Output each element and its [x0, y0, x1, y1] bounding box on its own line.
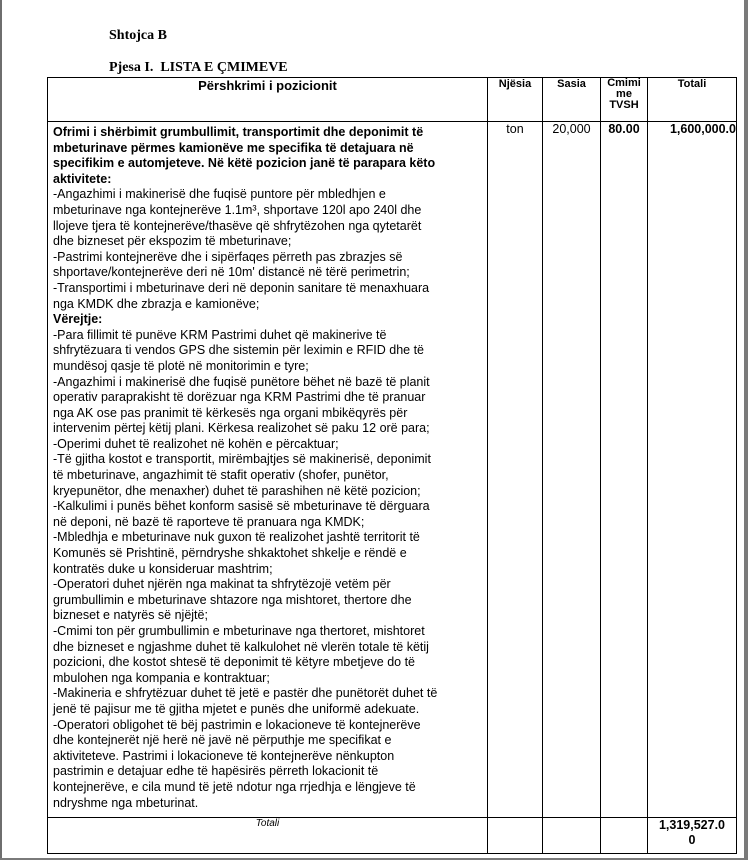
remarks-heading: Vërejtje: — [53, 312, 103, 327]
remark-line: grumbullimin e mbeturinave shtazore nga mishtoret, thertore dhe — [53, 592, 412, 607]
header-description: Përshkrimi i pozicionit — [48, 78, 488, 122]
remark-line: pastrimin e detajuar edhe të hapësirës përreth lokacionit të — [53, 764, 379, 779]
remark-line: mundësoj qasje të plotë në monitorimin e tyre; — [53, 358, 309, 373]
activity-line: -Transportimi i mbeturinave deri në deponin sanitare të menaxhuara — [53, 280, 430, 295]
remark-line: jenë të pajisur me të gjitha mjetet e punës dhe uniformë adekuate. — [53, 701, 420, 716]
remark-line: operativ paraprakisht të dorëzuar nga KRM Pastrimi dhe të pranuar — [53, 390, 426, 405]
price-list-table — [47, 77, 737, 854]
activity-line: shportave/kontejnerëve deri në 10m' distancë në tërë perimetrin; — [53, 265, 410, 280]
price-cell: 80.00 — [601, 122, 648, 818]
activity-line: llojeve tjera të kontejnerëve/thasëve që shfrytëzohen nga qytetarët — [53, 218, 422, 233]
activity-line: -Angazhimi i makinerisë dhe fuqisë puntore për mbledhjen e — [53, 187, 386, 202]
table-row — [48, 122, 737, 818]
remark-line: në deponi, në bazë të raporteve të pranuara nga KMDK; — [53, 514, 365, 529]
quantity-cell: 20,000 — [543, 122, 601, 818]
description-intro-line: specifikim e automjeteve. Në këtë pozicion janë të parapara këto — [53, 156, 436, 171]
remark-line: kryepunëtor, dhe menaxher) duhet të parashihen në këtë pozicion; — [53, 483, 421, 498]
description-intro-line: mbeturinave përmes kamionëve me specifika të detajuara në — [53, 140, 414, 155]
grand-total-value — [648, 818, 737, 854]
remark-line: bizneset e natyrës së njëjtë; — [53, 608, 208, 623]
header-price-line2: me — [616, 88, 632, 100]
remark-line: -Operimi duhet të realizohet në kohën e përcaktuar; — [53, 436, 339, 451]
total-label: Totali — [48, 818, 488, 854]
remark-line: ndryshme nga mbeturinat. — [53, 795, 199, 810]
header-price — [601, 78, 648, 122]
header-unit: Njësia — [488, 78, 543, 122]
remark-line: mbulohen nga kompania e kontraktuar; — [53, 670, 270, 685]
left-frame-border — [0, 0, 2, 860]
activity-line: nga KMDK dhe zbrazja e kamionëve; — [53, 296, 260, 311]
grand-total-line1: 1,319,527.0 — [658, 818, 726, 832]
header-price-line3: TVSH — [609, 99, 639, 111]
position-description-cell — [48, 122, 488, 818]
description-intro-line: aktivitete: — [53, 171, 112, 186]
empty-cell — [601, 818, 648, 854]
remark-line: -Makineria e shfrytëzuar duhet të jetë e pastër dhe punëtorët duhet të — [53, 686, 438, 701]
position-description — [48, 122, 487, 811]
empty-cell — [543, 818, 601, 854]
activity-line: -Pastrimi kontejnerëve dhe i sipërfaqes përreth pas zbrazjes së — [53, 249, 403, 264]
remark-line: pozicioni, dhe kostot shtesë të deponimit të këtyre mbetjeve do të — [53, 655, 416, 670]
remark-line: -Kalkulimi i punës bëhet konform sasisë së mbeturinave të dërguara — [53, 499, 430, 514]
right-frame-border — [744, 0, 748, 860]
remark-line: -Mbledhja e mbeturinave nuk guxon të realizohet jashtë territorit të — [53, 530, 420, 545]
remark-line: -Para fillimit të punëve KRM Pastrimi duhet që makinerive të — [53, 327, 387, 342]
header-total: Totali — [648, 78, 737, 122]
description-intro-line: Ofrimi i shërbimit grumbullimit, transportimit dhe deponimit të — [53, 125, 424, 139]
grand-total-line2: 0 — [688, 833, 696, 847]
table-header-row — [48, 78, 737, 122]
remark-line: aktiviteteve. Pastrimi i lokacioneve të kontejnerëve nënkupton — [53, 748, 395, 763]
remark-line: Komunës së Prishtinë, përndryshe shkaktohet shkelje e rëndë e — [53, 546, 407, 561]
activity-line: dhe bizneset për ekspozim të mbeturinave; — [53, 234, 292, 249]
table-total-row — [48, 818, 737, 854]
remark-line: -Të gjitha kostot e transportit, mirëmbajtjes së makinerisë, deponimit — [53, 452, 431, 467]
header-quantity: Sasia — [543, 78, 601, 122]
unit-cell: ton — [488, 122, 543, 818]
remark-line: intervenim përtej këtij plani. Kërkesa realizohet së paku 12 orë para; — [53, 421, 430, 436]
remark-line: kontejnerëve, e cila mund të jetë ndotur nga rrjedhja e lëngjeve të — [53, 779, 416, 794]
remark-line: kontratës duke u konsideruar mashtrim; — [53, 561, 273, 576]
remark-line: të mbeturinave, angazhimit të stafit operativ (shofer, punëtor, — [53, 468, 389, 483]
remark-line: dhe bizneset e ngjashme duhet të kalkulohet në vlerën totale të këtij — [53, 639, 429, 654]
appendix-title: Shtojca B — [109, 28, 167, 43]
activity-line: mbeturinave nga kontejnerëve 1.1m³, shportave 120l apo 240l dhe — [53, 202, 422, 217]
empty-cell — [488, 818, 543, 854]
remark-line: -Operatori duhet njërën nga makinat ta shfrytëzojë vetëm për — [53, 577, 391, 592]
amount-cell: 1,600,000.0 — [648, 122, 737, 818]
remark-line: -Cmimi ton për grumbullimin e mbeturinave nga thertoret, mishtoret — [53, 624, 425, 638]
remark-line: shfrytëzuara ti vendos GPS dhe sistemin për leximin e RFID dhe të — [53, 343, 424, 358]
remark-line: dhe kontejnerët një herë në javë në përputhje me specifikat e — [53, 733, 392, 748]
remark-line: -Operatori obligohet të bëj pastrimin e lokacioneve të kontejnerëve — [53, 717, 421, 732]
remark-line: -Angazhimi i makinerisë dhe fuqisë punëtore bëhet në bazë të planit — [53, 374, 430, 389]
part-title: Pjesa I. LISTA E ÇMIMEVE — [109, 60, 288, 75]
remark-line: nga AK ose pas pranimit të kërkesës nga organi mbikëqyrës për — [53, 405, 408, 420]
header-price-line1: Cmimi — [607, 77, 641, 89]
